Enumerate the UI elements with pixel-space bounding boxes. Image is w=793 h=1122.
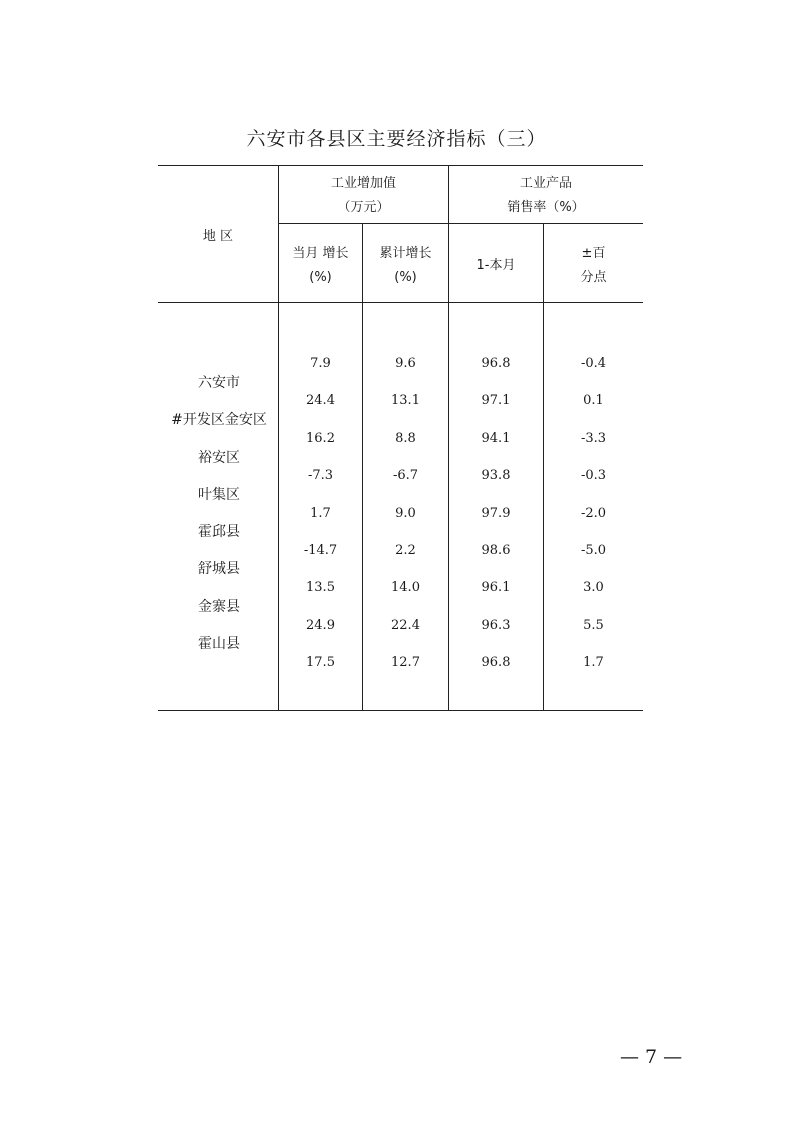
header-monthly-growth: 当月 增长 (%) bbox=[292, 246, 349, 285]
table-cell: 13.5 bbox=[306, 580, 335, 596]
region-name: 金寨县 bbox=[198, 598, 240, 615]
table-cell: 9.0 bbox=[395, 505, 416, 521]
region-column bbox=[160, 370, 278, 668]
header-cumulative-growth: 累计增长 (%) bbox=[379, 246, 432, 285]
table-cell: -2.0 bbox=[580, 505, 607, 521]
table-cell: -0.4 bbox=[580, 356, 607, 371]
region-name: 舒城县 bbox=[198, 561, 240, 578]
table-cell: 97.1 bbox=[481, 393, 511, 409]
table-cell: 97.9 bbox=[481, 505, 511, 521]
header-bottom-rule bbox=[158, 302, 643, 303]
header-ytd: 1-本月 bbox=[476, 258, 516, 273]
table-cell: 96.3 bbox=[481, 617, 511, 633]
table-cell: 1.7 bbox=[310, 505, 331, 521]
monthly-growth-column bbox=[279, 352, 362, 689]
table-cell: 12.7 bbox=[391, 655, 420, 671]
region-name: 裕安区 bbox=[198, 449, 240, 466]
table-cell: 22.4 bbox=[391, 617, 420, 633]
region-name: 六安市 bbox=[198, 375, 240, 391]
table-cell: -0.3 bbox=[580, 468, 607, 484]
table-cell: -14.7 bbox=[303, 542, 338, 558]
header-industrial-value: 工业增加值 （万元） bbox=[330, 176, 396, 215]
table-cell: 9.6 bbox=[395, 356, 416, 371]
table-top-rule bbox=[158, 165, 643, 166]
table-cell: -7.3 bbox=[307, 468, 334, 484]
table-title: 六安市各县区主要经济指标（三） bbox=[246, 128, 547, 150]
sales-rate-ytd-column bbox=[449, 352, 543, 689]
table-cell: 94.1 bbox=[481, 430, 511, 446]
table-cell: 24.4 bbox=[306, 393, 335, 409]
header-region: 地 区 bbox=[202, 229, 234, 244]
header-divider-rule bbox=[279, 223, 643, 224]
page-number: — 7 — bbox=[620, 1046, 683, 1068]
table-cell: -5.0 bbox=[580, 542, 607, 558]
table-cell: 93.8 bbox=[481, 468, 511, 484]
cumulative-growth-column bbox=[363, 352, 448, 689]
region-name: 霍山县 bbox=[198, 636, 240, 653]
table-cell: 13.1 bbox=[391, 393, 420, 409]
table-cell: 14.0 bbox=[391, 580, 420, 596]
table-cell: 17.5 bbox=[306, 655, 335, 671]
table-cell: 7.9 bbox=[310, 356, 331, 371]
region-name: #开发区金安区 bbox=[171, 412, 267, 429]
table-cell: 3.0 bbox=[583, 580, 604, 596]
table-cell: -3.3 bbox=[580, 430, 607, 446]
table-cell: 8.8 bbox=[395, 430, 416, 446]
table-cell: 98.6 bbox=[481, 542, 511, 558]
header-pp-change: ±百 分点 bbox=[580, 246, 607, 285]
table-cell: 16.2 bbox=[306, 430, 335, 446]
table-cell: 1.7 bbox=[583, 655, 604, 671]
region-name: 霍邱县 bbox=[198, 524, 240, 541]
table-cell: -6.7 bbox=[392, 468, 419, 484]
table-cell: 96.8 bbox=[481, 356, 511, 371]
table-cell: 24.9 bbox=[306, 617, 335, 633]
header-sales-rate: 工业产品 销售率（%） bbox=[507, 176, 585, 215]
region-name: 叶集区 bbox=[198, 486, 240, 503]
table-cell: 5.5 bbox=[583, 617, 604, 633]
table-cell: 2.2 bbox=[395, 542, 416, 558]
table-cell: 96.1 bbox=[481, 580, 511, 596]
sales-rate-pp-column bbox=[544, 352, 643, 689]
table-cell: 96.8 bbox=[481, 655, 511, 671]
table-cell: 0.1 bbox=[583, 393, 604, 409]
table-bottom-rule bbox=[158, 710, 643, 711]
